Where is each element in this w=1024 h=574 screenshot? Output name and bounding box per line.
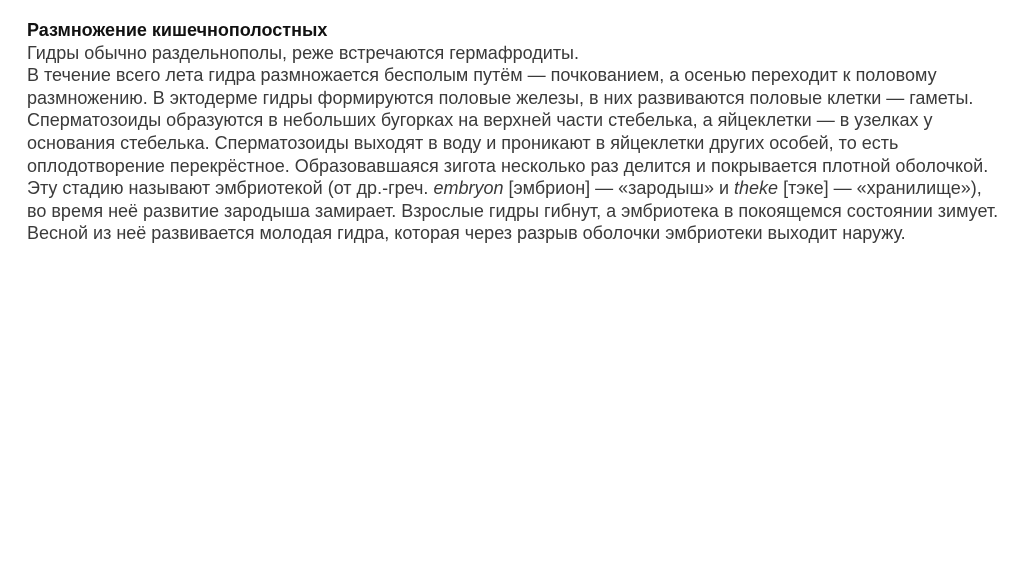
paragraph-body-part2: [эмбрион] — «зародыш» и [503,178,735,199]
paragraph-body-part3: [тэке] — «хранилище»), во время неё развитие зародыша замирает. Взрослые гидры гибнут, а эмбриотека в покоящемся состоянии зимует. Весной из неё развивается молодая гидра, которая через разрыв оболочки эмбриотеки выходит наружу. [27,178,999,244]
paragraph-body-part1: В течение всего лета гидра размножается бесполым путём — почкованием, а осенью переходит к половому размножению. В эктодерме гидры формируются половые железы, в них развиваются половые клетки — гаметы. Сперматозоиды образуются в небольших бугорках на верхней части стебелька, а яйцеклетки — в узелках у основания стебелька. Сперматозоиды выходят в воду и проникают в яйцеклетки других особей, то есть оплодотворение перекрёстное. Образовавшаяся зигота несколько раз делится и покрывается плотной оболочкой. Эту стадию называют эмбриотекой (от др.-греч. [27,65,989,199]
paragraph-intro: Гидры обычно раздельнополы, реже встречаются гермафродиты. [27,42,579,63]
term-theke: theke [734,178,779,199]
paragraph-body [27,64,1002,245]
term-embryon: embryon [433,178,504,199]
text-block [27,19,1002,245]
page-title: Размножение кишечнополостных [27,20,328,40]
